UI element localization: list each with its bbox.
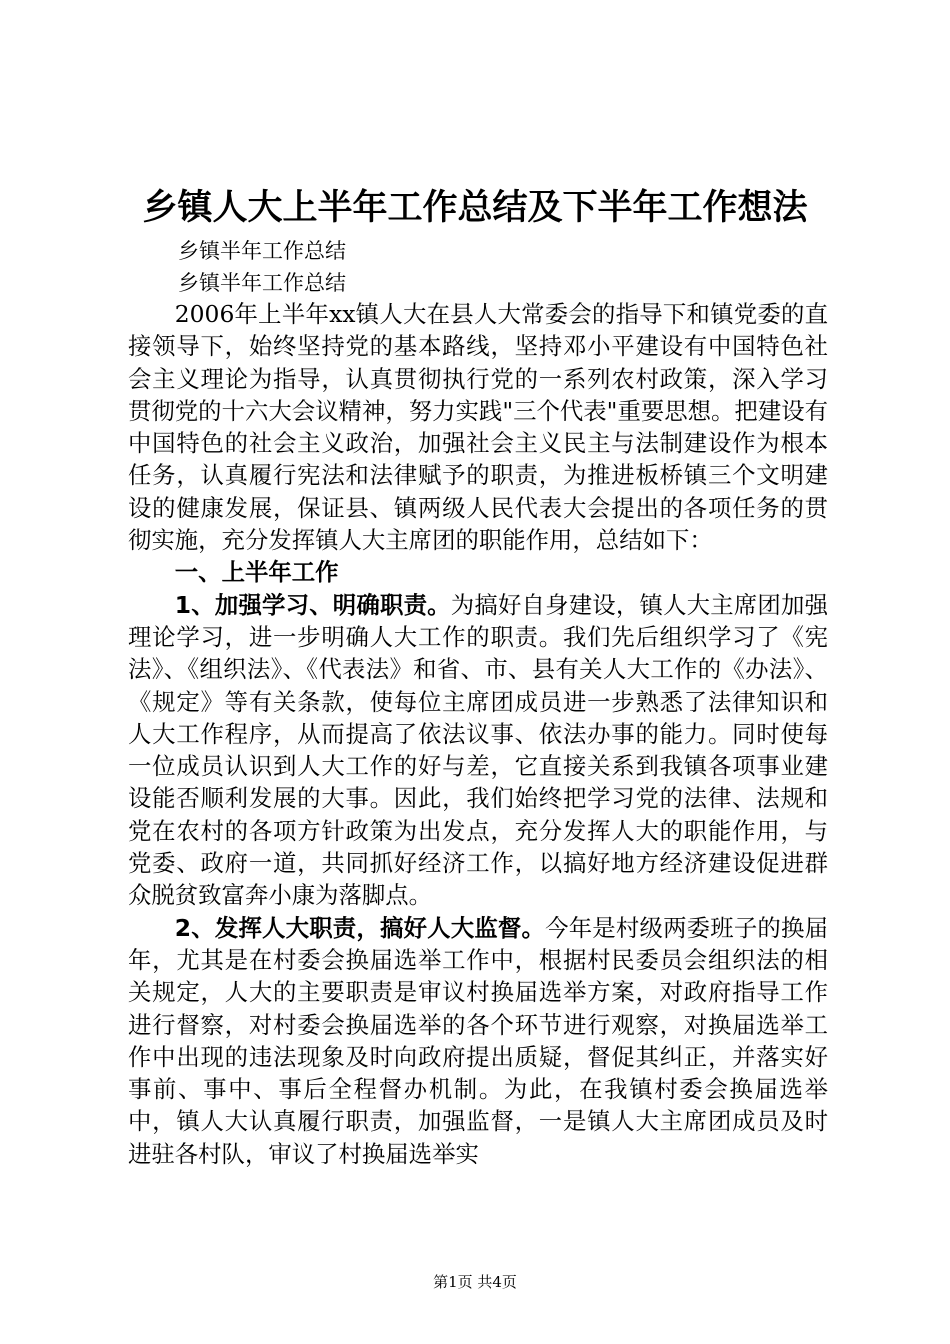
item-1-paragraph — [128, 589, 828, 912]
document-subtitle-repeat: 乡镇半年工作总结 — [178, 271, 346, 295]
document-title: 乡镇人大上半年工作总结及下半年工作想法 — [142, 187, 808, 228]
intro-paragraph: 2006年上半年xx镇人大在县人大常委会的指导下和镇党委的直接领导下，始终坚持党的基本路线，坚持邓小平建设有中国特色社会主义理论为指导，认真贯彻执行党的一系列农村政策，深入学习贯彻党的十六大会议精神，努力实践"三个代表"重要思想。把建设有中国特色的社会主义政治，加强社会主义民主与法制建设作为根本任务，认真履行宪法和法律赋予的职责，为推进板桥镇三个文明建设的健康发展，保证县、镇两级人民代表大会提出的各项任务的贯彻实施，充分发挥镇人大主席团的职能作用，总结如下： — [128, 300, 828, 555]
item-2-text: 今年是村级两委班子的换届年，尤其是在村委会换届选举工作中，根据村民委员会组织法的相关规定，人大的主要职责是审议村换届选举方案，对政府指导工作进行督察，对村委会换届选举的各个环节进行观察，对换届选举工作中出现的违法现象及时向政府提出质疑，督促其纠正，并落实好事前、事中、事后全程督办机制。为此，在我镇村委会换届选举中，镇人大认真履行职责，加强监督，一是镇人大主席团成员及时进驻各村队，审议了村换届选举实 — [128, 913, 829, 1168]
item-2-lead: 2、发挥人大职责，搞好人大监督。 — [174, 913, 546, 942]
document-subtitle: 乡镇半年工作总结 — [178, 239, 346, 263]
section-heading: 一、上半年工作 — [174, 558, 339, 587]
item-1-text: 为搞好自身建设，镇人大主席团加强理论学习，进一步明确人大工作的职责。我们先后组织学习了《宪法》、《组织法》、《代表法》和省、市、县有关人大工作的《办法》、《规定》等有关条款，使每位主席团成员进一步熟悉了法律知识和人大工作程序，从而提高了依法议事、依法办事的能力。同时使每一位成员认识到人大工作的好与差，它直接关系到我镇各项事业建设能否顺利发展的大事。因此，我们始终把学习党的法律、法规和党在农村的各项方针政策为出发点，充分发挥人大的职能作用，与党委、政府一道，共同抓好经济工作，以搞好地方经济建设促进群众脱贫致富奔小康为落脚点。 — [128, 590, 829, 910]
item-1-lead: 1、加强学习、明确职责。 — [174, 590, 451, 619]
page-footer: 第1页 共4页 — [433, 1273, 517, 1291]
document-body — [128, 298, 828, 1170]
item-2-paragraph — [128, 912, 828, 1170]
